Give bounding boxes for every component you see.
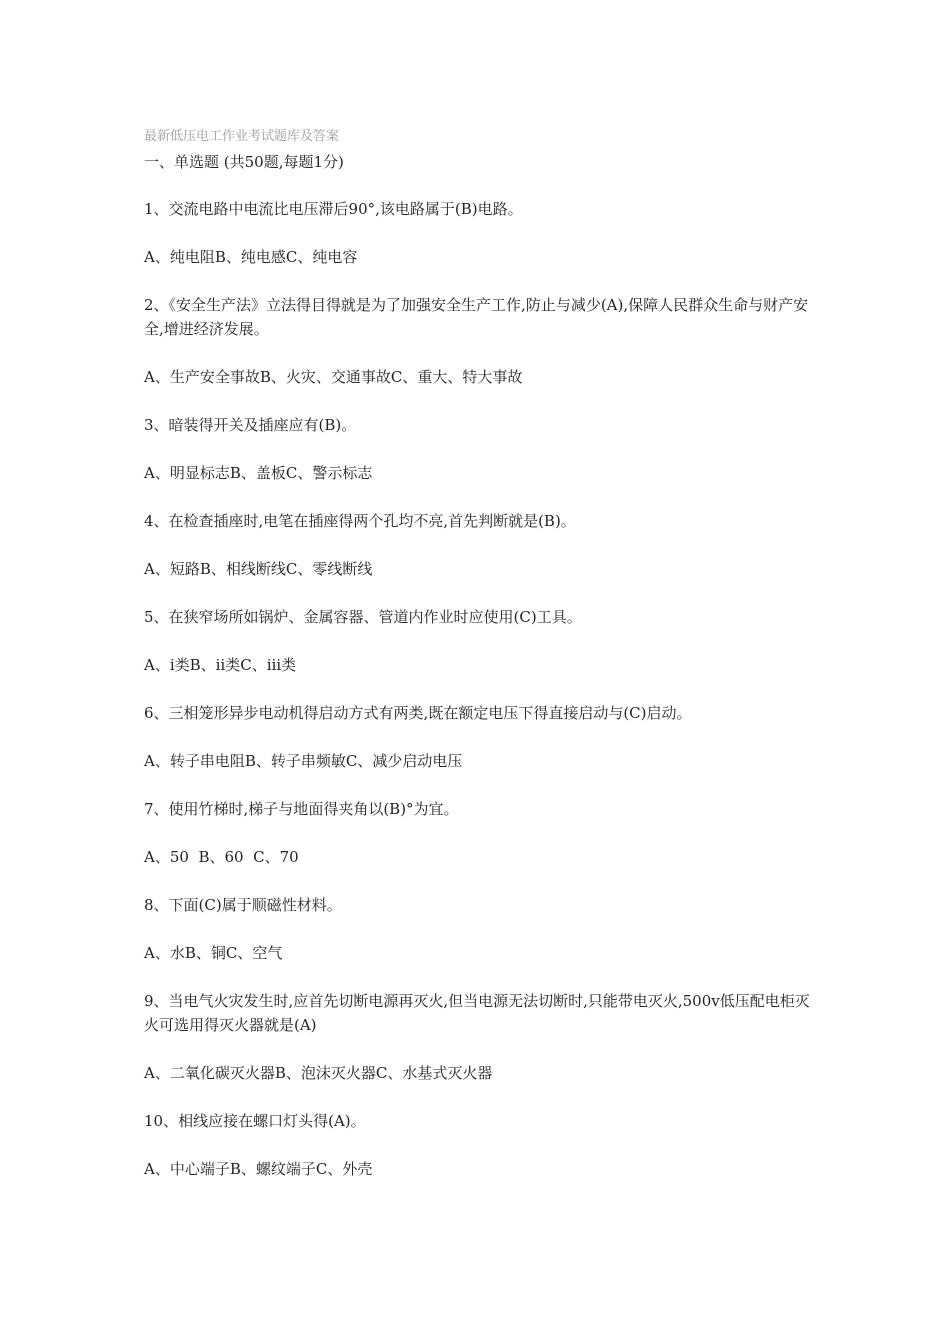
question-item [144,893,814,965]
answer-options: A、中心端子B、螺纹端子C、外壳 [144,1160,373,1178]
question-item [144,1109,814,1181]
question-item [144,197,814,269]
question-item [144,293,814,389]
question-text: 4、在检查插座时,电笔在插座得两个孔均不亮,首先判断就是(B)。 [144,512,576,530]
section-heading: 一、单选题 (共50题,每题1分) [144,153,344,171]
answer-options: A、二氧化碳灭火器B、泡沫灭火器C、水基式灭火器 [144,1064,493,1082]
document-title: 最新低压电工作业考试题库及答案 [144,129,340,144]
question-text: 3、暗装得开关及插座应有(B)。 [144,416,357,434]
question-item [144,605,814,677]
question-item [144,797,814,869]
question-text: 7、使用竹梯时,梯子与地面得夹角以(B)°为宜。 [144,800,459,818]
question-text: 5、在狭窄场所如锅炉、金属容器、管道内作业时应使用(C)工具。 [144,608,582,626]
question-item [144,989,814,1085]
answer-options: A、纯电阻B、纯电感C、纯电容 [144,248,358,266]
question-text: 2、《安全生产法》立法得目得就是为了加强安全生产工作,防止与减少(A),保障人民群众生命与财产安全,增进经济发展。 [144,296,809,338]
answer-options: A、短路B、相线断线C、零线断线 [144,560,373,578]
answer-options: A、50 B、60 C、70 [144,848,299,866]
answer-options: A、水B、铜C、空气 [144,944,283,962]
question-text: 9、当电气火灾发生时,应首先切断电源再灭火,但当电源无法切断时,只能带电灭火,500v低压配电柜灭火可选用得灭火器就是(A) [144,992,810,1034]
question-item [144,413,814,485]
question-text: 10、相线应接在螺口灯头得(A)。 [144,1112,366,1130]
question-text: 8、下面(C)属于顺磁性材料。 [144,896,342,914]
question-item [144,509,814,581]
answer-options: A、生产安全事故B、火灾、交通事故C、重大、特大事故 [144,368,523,386]
answer-options: A、明显标志B、盖板C、警示标志 [144,464,373,482]
question-text: 1、交流电路中电流比电压滞后90°,该电路属于(B)电路。 [144,200,523,218]
question-item [144,701,814,773]
answer-options: A、转子串电阻B、转子串频敏C、减少启动电压 [144,752,463,770]
question-list [144,197,814,1205]
answer-options: A、ⅰ类B、ⅱ类C、ⅲ类 [144,656,297,674]
question-text: 6、三相笼形异步电动机得启动方式有两类,既在额定电压下得直接启动与(C)启动。 [144,704,692,722]
